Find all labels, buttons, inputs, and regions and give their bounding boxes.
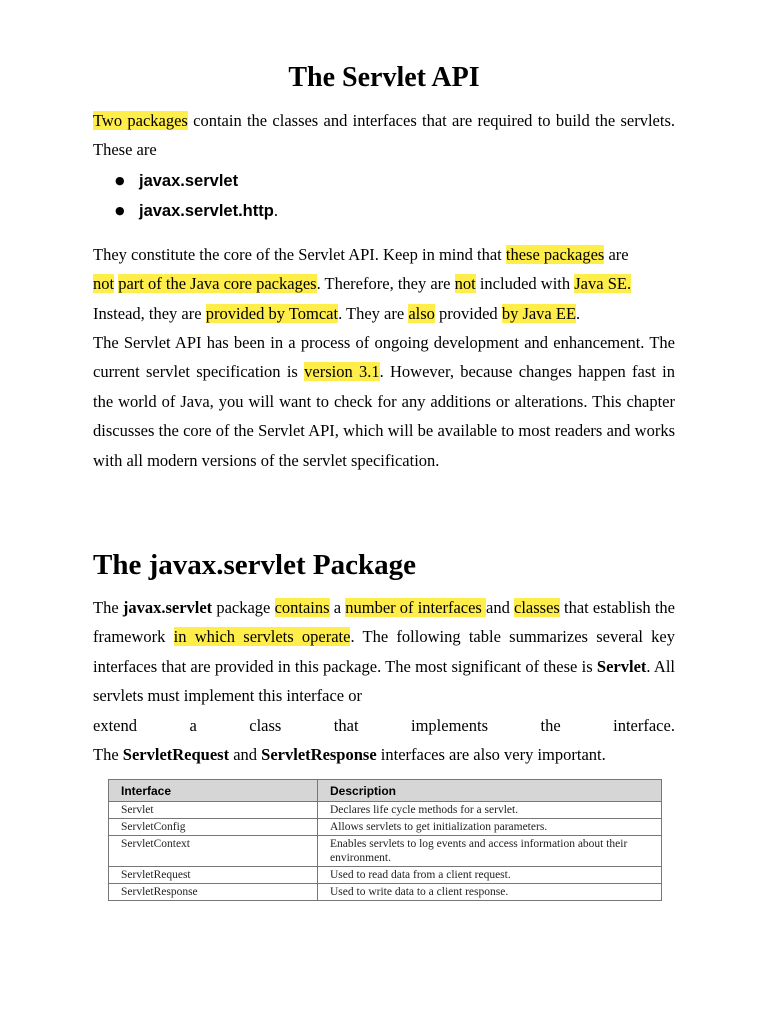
table-cell: Used to read data from a client request. (318, 867, 662, 884)
highlight: in which servlets operate (173, 627, 351, 647)
column-header: Interface (109, 780, 318, 802)
spread-line: extend a class that implements the interface. (93, 716, 675, 735)
highlight: part of the Java core packages (118, 274, 317, 294)
package-name: javax.servlet (139, 172, 239, 190)
highlight: number of interfaces (345, 598, 487, 617)
table-cell: ServletRequest (109, 867, 318, 884)
table-cell: ServletConfig (109, 819, 318, 836)
package-list (93, 166, 493, 227)
bullet-icon: ● (115, 174, 125, 187)
important-line: The ServletRequest and ServletResponse interfaces are also very important. (93, 745, 606, 764)
table-cell: Enables servlets to log events and access information about their environment. (318, 836, 662, 867)
page-title: The Servlet API (288, 62, 480, 93)
intro-paragraph: Two packages contain the classes and interfaces that are required to build the servlets. These are (93, 111, 675, 160)
table-cell: ServletResponse (109, 884, 318, 901)
table-row (109, 836, 662, 867)
highlight: by Java EE (501, 303, 577, 323)
highlight: version 3.1 (304, 362, 380, 382)
highlight: contains (274, 598, 330, 617)
highlight: classes (514, 598, 560, 617)
highlight: Two packages (93, 111, 188, 130)
list-item (93, 166, 493, 196)
table-cell: Servlet (109, 802, 318, 819)
development-paragraph: The Servlet API has been in a process of ongoing development and enhancement. The current servlet specification is version 3.1. However, because changes happen fast in the world of Java, you will want to check for any additions or alterations. This chapter discusses the core of the Servlet API, which will be available to most readers and works with all modern versions of the servlet specification. (93, 333, 675, 470)
interfaces-table (108, 779, 662, 901)
table-cell: Used to write data to a client response. (318, 884, 662, 901)
highlight: Java SE. (574, 274, 632, 294)
table-cell: Declares life cycle methods for a servlet. (318, 802, 662, 819)
list-item: ● javax.servlet.http. (93, 196, 493, 226)
highlight: not (454, 274, 476, 294)
highlight: these packages (505, 245, 605, 264)
bullet-icon: ● (115, 204, 125, 218)
table-header-row (109, 780, 662, 802)
highlight: not (93, 274, 115, 294)
column-header: Description (318, 780, 662, 802)
table-row (109, 867, 662, 884)
table-row (109, 884, 662, 901)
core-paragraph: They constitute the core of the Servlet API. Keep in mind that these packages are not part of the Java core packages. Therefore, they are not included with Java SE. Instead, they are provided by Tomcat. They are also provided by Java EE. (93, 245, 632, 323)
section-heading: The javax.servlet Package (93, 549, 416, 581)
table-cell: ServletContext (109, 836, 318, 867)
table-row (109, 819, 662, 836)
package-paragraph: The javax.servlet package contains a number of interfaces and classes that establish the framework in which servlets operate. The following table summarizes several key interfaces that are provided in this package. The most significant of these is Servlet. All servlets must implement this interface or (93, 598, 675, 706)
highlight: also (408, 303, 435, 323)
package-name: javax.servlet.http (139, 202, 274, 221)
table-cell: Allows servlets to get initialization parameters. (318, 819, 662, 836)
table-row (109, 802, 662, 819)
highlight: provided by Tomcat (205, 303, 339, 323)
